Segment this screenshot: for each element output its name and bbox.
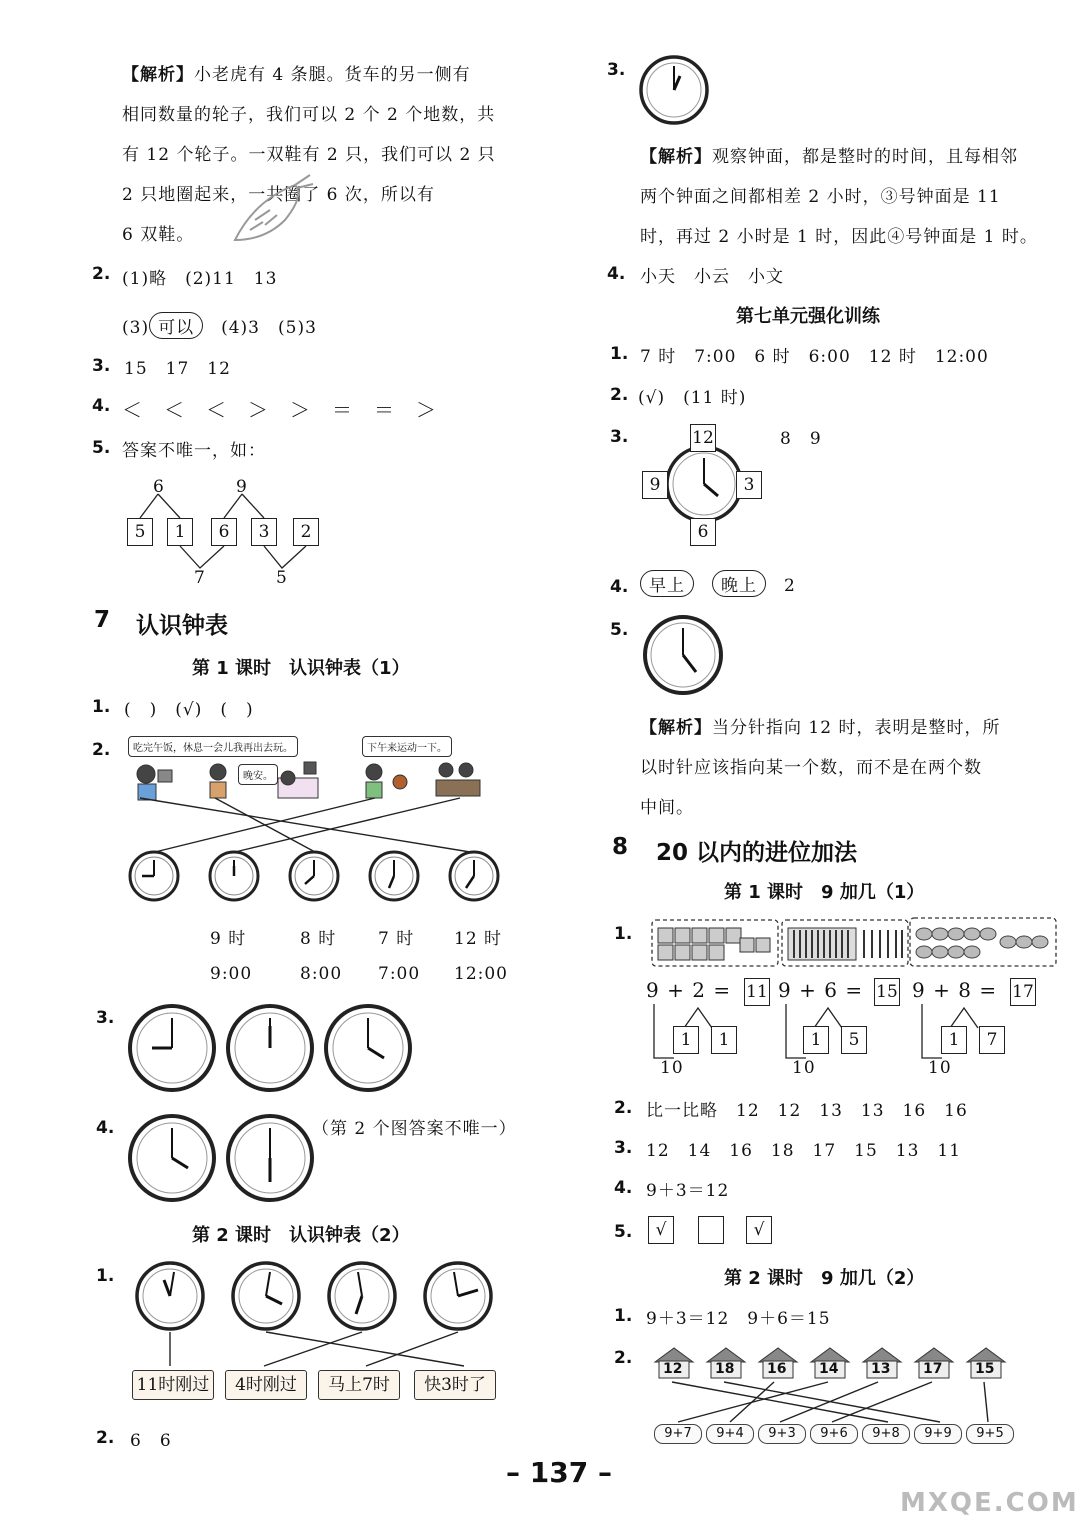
question-number: 3. [96,1008,115,1028]
expression-tag: 9+7 [654,1424,702,1444]
question-number: 4. [96,1118,115,1138]
time-banner: 4时刚过 [225,1370,307,1400]
clock-face-icon [137,1263,203,1329]
expression-tag: 9+6 [810,1424,858,1444]
lesson-title: 第 1 课时 认识钟表（1） [192,658,410,679]
question-number: 4. [92,396,111,416]
answer-text: 2 [784,576,796,596]
sum-top: 9 [236,477,248,497]
answer-box: 1 [711,1026,737,1054]
question-number: 2. [96,1428,115,1448]
house-number: 17 [923,1361,943,1377]
question-number: 1. [614,1306,633,1326]
question-number: 2. [610,385,629,405]
analysis-line: 以时针应该指向某一个数，而不是在两个数 [640,758,982,778]
clock-row [134,1260,504,1336]
clock-face-icon [664,444,744,524]
answer-text: 答案不唯一，如： [122,441,266,461]
question-number: 3. [614,1138,633,1158]
answer-text: 9＋3＝12 [646,1181,730,1201]
answer-box: 3 [736,471,762,499]
answer-box: 6 [690,518,716,546]
matching-lines [650,1378,1030,1428]
answer-text: ( ) (√) ( ) [124,700,254,720]
lesson-title: 第 1 课时 9 加几（1） [724,882,925,903]
clock-face-icon [370,852,418,900]
clock-face-icon [228,1116,312,1200]
question-number: 5. [610,620,629,640]
answer-text: ＜ ＜ ＜ ＞ ＞ ＝ ＝ ＞ [122,398,437,422]
answer-box: 5 [841,1026,867,1054]
answer-box: 17 [1010,978,1036,1006]
analysis-tag: 【解析】 [640,718,712,738]
expression-tag: 9+4 [706,1424,754,1444]
analysis-tag: 【解析】 [122,65,194,85]
answer-text: (4)3 (5)3 [221,318,317,338]
question-number: 5. [614,1222,633,1242]
question-number: 3. [92,356,111,376]
house-icon [653,1346,691,1376]
house-icon [705,1346,743,1376]
section-number: 8 [612,834,629,860]
clock-row [128,848,508,904]
question-number: 3. [610,427,629,447]
time-label: 9 时 [210,929,247,949]
answer-box: 1 [673,1026,699,1054]
section-number: 7 [94,607,111,633]
clock-face-icon [233,1263,299,1329]
question-number: 1. [610,344,629,364]
question-number: 2. [614,1348,633,1368]
question-number: 2. [614,1098,633,1118]
house-number: 18 [715,1361,735,1377]
time-label: 8 时 [300,929,337,949]
page-number: – 137 – [506,1456,612,1489]
analysis-line: 中间。 [640,798,694,818]
time-banner: 快3时了 [414,1370,496,1400]
answer-box: 2 [293,518,319,546]
answer-box: 15 [874,978,900,1006]
sum-top: 6 [153,477,165,497]
answer-text: 12 14 16 18 17 15 13 11 [646,1141,962,1161]
house-icon [757,1346,795,1376]
house-icon [965,1346,1003,1376]
analysis-line: 有 12 个轮子。一双鞋有 2 只，我们可以 2 只 [122,145,496,165]
analysis-tag: 【解析】 [640,147,712,167]
analysis-text: 当分针指向 12 时，表明是整时，所 [712,718,1001,738]
answer-text: (1)略 (2)11 13 [122,269,278,289]
question-number: 2. [92,740,111,760]
question-number: 3. [607,60,626,80]
answer-text: 9＋3＝12 9＋6＝15 [646,1309,831,1329]
house-number: 12 [663,1361,683,1377]
carrot-stamp-icon [225,170,315,250]
time-banner: 马上7时 [318,1370,400,1400]
clock-face-icon [228,1006,312,1090]
ten-label: 10 [660,1058,684,1078]
answer-box: 9 [642,471,668,499]
circled-answer: 早上 [640,570,694,597]
house-icon [861,1346,899,1376]
answer-text: 7 时 7:00 6 时 6:00 12 时 12:00 [640,347,989,367]
house-number: 13 [871,1361,891,1377]
house-number: 15 [975,1361,995,1377]
analysis-text: 观察钟面，都是整时的时间，且每相邻 [712,147,1018,167]
time-label: 12 时 [454,929,503,949]
clock-row [126,1112,316,1204]
answer-text [122,312,317,339]
house-number: 14 [819,1361,839,1377]
question-number: 1. [614,924,633,944]
answer-text: 15 17 12 [124,359,231,379]
matching-lines [134,1330,514,1370]
section-title: 20 以内的进位加法 [656,840,858,866]
time-digital: 8:00 [300,964,343,984]
clock-face-icon [642,614,724,696]
speech-bubble: 吃完午饭，休息一会儿我再出去玩。 [128,736,298,757]
expression-tag: 9+5 [966,1424,1014,1444]
answer-box: 1 [167,518,193,546]
time-banner: 11时刚过 [132,1370,214,1400]
clock-face-icon [329,1263,395,1329]
answer-box: 7 [979,1026,1005,1054]
house-icon [809,1346,847,1376]
clock-face-icon [326,1006,410,1090]
section-title: 认识钟表 [136,613,228,639]
analysis-line [640,142,1018,167]
counting-pictures [648,916,1060,970]
check-box: √ [746,1216,772,1244]
answer-note: （第 2 个图答案不唯一） [312,1119,517,1139]
answer-text: 8 9 [780,429,822,449]
speech-bubble: 下午来运动一下。 [362,736,452,757]
clock-face-icon [638,54,710,126]
clock-face-icon [425,1263,491,1329]
clock-face-icon [130,1006,214,1090]
clock-row [126,1002,416,1094]
time-digital: 7:00 [378,964,421,984]
lesson-title: 第 2 课时 9 加几（2） [724,1268,925,1289]
ten-label: 10 [928,1058,952,1078]
question-number: 1. [96,1266,115,1286]
answer-box: 1 [803,1026,829,1054]
equation: 9 + 8 = [912,978,998,1002]
time-label: 7 时 [378,929,415,949]
analysis-line: 2 只地圈起来，一共圈了 6 次，所以有 [122,185,435,205]
analysis-line: 时，再过 2 小时是 1 时，因此④号钟面是 1 时。 [640,227,1038,247]
analysis-line [640,713,1000,738]
time-digital: 12:00 [454,964,508,984]
question-number: 4. [610,577,629,597]
answer-box: 6 [211,518,237,546]
analysis-line [122,60,471,85]
watermark: MXQE.COM [900,1488,1079,1518]
answer-text: 6 6 [130,1431,172,1451]
answer-box: 1 [941,1026,967,1054]
clock-face-icon [210,852,258,900]
clock-face-icon [290,852,338,900]
lesson-title: 第 2 课时 认识钟表（2） [192,1225,410,1246]
answer-text: 比一比略 12 12 13 13 16 16 [646,1101,968,1121]
time-digital: 9:00 [210,964,253,984]
check-box: √ [648,1216,674,1244]
answer-box: 3 [251,518,277,546]
answer-label: (3) [122,318,150,338]
question-number: 4. [614,1178,633,1198]
answer-text: 小天 小云 小文 [640,267,784,287]
house-icon [913,1346,951,1376]
expression-tag: 9+9 [914,1424,962,1444]
speech-bubble: 晚安。 [238,764,278,785]
unit-title: 第七单元强化训练 [736,306,880,327]
answer-text: (√) (11 时) [638,388,747,408]
answer-text [640,570,796,597]
house-number: 16 [767,1361,787,1377]
answer-box: 5 [127,518,153,546]
analysis-text: 小老虎有 4 条腿。货车的另一侧有 [194,65,471,85]
question-number: 2. [92,264,111,284]
clock-face-icon [450,852,498,900]
question-number: 4. [607,264,626,284]
expression-tag: 9+3 [758,1424,806,1444]
sum-bottom: 7 [194,568,206,588]
expression-tag: 9+8 [862,1424,910,1444]
circled-answer: 晚上 [712,570,766,597]
analysis-line: 6 双鞋。 [122,225,195,245]
check-box [698,1216,724,1244]
sum-bottom: 5 [276,568,288,588]
clock-face-icon [130,852,178,900]
circled-answer: 可以 [149,312,203,339]
analysis-line: 相同数量的轮子，我们可以 2 个 2 个地数，共 [122,105,496,125]
equation: 9 + 6 = [778,978,864,1002]
question-number: 1. [92,697,111,717]
analysis-line: 两个钟面之间都相差 2 小时，③号钟面是 11 [640,187,1001,207]
ten-label: 10 [792,1058,816,1078]
answer-box: 11 [744,978,770,1006]
equation: 9 + 2 = [646,978,732,1002]
answer-box: 12 [690,424,716,452]
clock-face-icon [130,1116,214,1200]
question-number: 5. [92,438,111,458]
